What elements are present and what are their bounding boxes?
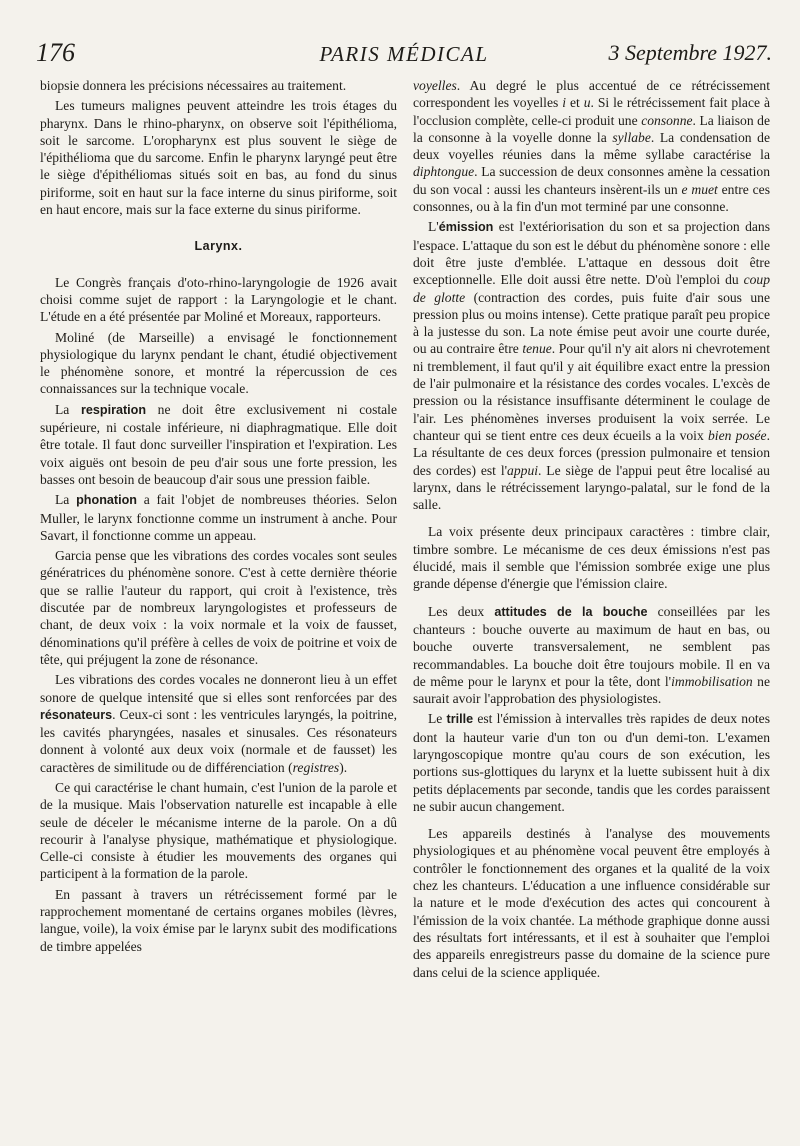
text: ne doit être exclusivement ni costale supérieure, ni costale inférieure, ni diaphragmatique. Elle doit être totale. Il faut donc surveiller l'inspiration et l'expiration. Les voix aiguës ont besoin de peu d'air sous une forte pression, les basses ont besoin de beaucoup d'air sous une pression faible. bbox=[40, 401, 397, 487]
paragraph: Les appareils destinés à l'analyse des mouvements physiologiques et au phénomène vocal peuvent être employés à contrôler le fonctionnement des organes et la qualité de la voix chez les chanteurs. L'éducation a une influence considérable sur la nature et le mode d'exécution des actes qui concourent à l'émission de la voix chantée. La méthode graphique donne aussi des résultats fort intéressants, et il est à souhaiter que l'emploi des appareils enregistreurs passe du domaine de la science pure dans celui de la science appliquée. bbox=[413, 826, 770, 980]
page-number: 176 bbox=[36, 38, 75, 67]
text: . Le siège de l'appui peut être localisé au larynx, dans le rétrécissement laryngo-palatal, sur le fond de la salle. bbox=[413, 462, 770, 513]
emphasis: e muet bbox=[681, 181, 718, 197]
text: ). bbox=[339, 759, 348, 775]
text: est l'extériorisation du son et sa projection dans l'espace. L'attaque du son est le début du phénomène sonore : elle doit être juste d'emblée. L'attaque en dessous doit être exceptionnelle. Elle doit aussi être nette. D'où l'emploi du bbox=[413, 219, 770, 288]
text: . Au degré le plus accentué de ce rétrécissement correspondent les voyelles bbox=[413, 78, 770, 111]
paragraph: La voix présente deux principaux caractères : timbre clair, timbre sombre. Le mécanisme de ces deux émissions n'est pas élucidé, mais il semble que l'émission sombrée exige une plus grande dépense d'énergie que l'émission claire. bbox=[413, 524, 770, 592]
right-column bbox=[413, 77, 770, 984]
text: . La liaison de la consonne à la voyelle donne la bbox=[413, 112, 770, 145]
paragraph bbox=[413, 218, 770, 513]
paragraph: Moliné (de Marseille) a envisagé le fonctionnement physiologique du larynx pendant le chant, étudié objectivement le phénomène sonore, et montré la répercussion de ces connaissances sur la technique vocale. bbox=[40, 329, 397, 397]
keyword: respiration bbox=[80, 402, 147, 417]
emphasis: registres bbox=[292, 759, 340, 775]
paragraph: Ce qui caractérise le chant humain, c'est l'union de la parole et de la musique. Mais l'observation naturelle est incapable à elle seule de déceler le mécanisme interne de la parole. On a dû recourir à l'analyse physique, mathématique et physiologique. Celle-ci consiste à étudier les mouvements des organes qui participent à la formation de la parole. bbox=[40, 779, 397, 882]
text: . La succession de deux consonnes amène la cessation du son vocal : aussi les chanteurs insèrent-ils un bbox=[413, 164, 770, 197]
text: Le bbox=[428, 711, 447, 727]
keyword: phonation bbox=[76, 493, 137, 508]
text: entre ces consonnes, ou à la fin d'un mot terminé par une consonne. bbox=[413, 181, 770, 215]
emphasis: u bbox=[583, 95, 591, 111]
paragraph bbox=[413, 77, 770, 215]
text: ne saurait avoir l'approbation des physiologistes. bbox=[413, 673, 771, 707]
paragraph: En passant à travers un rétrécissement formé par le rapprochement momentané de certains organes mobiles (lèvres, langue, voile), la voix émise par le larynx subit des modifications de timbre appelées bbox=[40, 886, 397, 954]
text: . La résultante de ces deux forces (pression pulmonaire et tension des cordes) est l' bbox=[413, 427, 771, 478]
keyword: émission bbox=[438, 220, 494, 235]
issue-date: 3 Septembre 1927. bbox=[608, 40, 772, 65]
section-heading: Larynx. bbox=[194, 239, 243, 254]
paragraph: Garcia pense que les vibrations des cordes vocales sont seules génératrices du phénomène sonore. C'est à cette dernière théorie que se rallie l'auteur du rapport, qui croit à l'existence, très discutée par de nombreux laryngologistes et professeurs de chant, de deux voix : la voix normale et la voix de fausset, dénominations qu'il préfère à celles de voix de poitrine et voix de tête, qui préjugent la zone de résonance. bbox=[40, 548, 397, 667]
text: Les vibrations des cordes vocales ne donneront lieu à un effet sonore de quelque intensité que si elles sont renforcées par des bbox=[40, 672, 397, 705]
text: (contraction des cordes, puis fuite d'air sous une pression plus ou moins intense). Cette pratique paraît peu propice à la justesse du son. La note émise peut avoir une courte durée, ou au contraire être bbox=[413, 289, 770, 357]
paragraph bbox=[413, 710, 770, 815]
text: est l'émission à intervalles très rapides de deux notes dont la hauteur varie d'un ton ou d'un demi-ton. L'examen laryngoscopique montre qu'au cours de son exécution, les portions sus-glottiques du larynx et la luette subissent huit à dix petits déplacements par seconde, tandis que les cordes paraissent ne subir aucun changement. bbox=[413, 711, 770, 814]
emphasis: coup de glotte bbox=[413, 272, 770, 305]
page-header bbox=[36, 38, 772, 72]
emphasis: tenue bbox=[522, 341, 552, 357]
emphasis: diphtongue bbox=[413, 164, 475, 180]
text: Les deux bbox=[428, 603, 495, 619]
text: . Si le rétrécissement fait place à l'occlusion complète, celle-ci produit une bbox=[413, 95, 770, 128]
text: . Ceux-ci sont : les ventricules laryngés, la poitrine, les cavités pharyngées, nasales et sinusales. Ces résonateurs donnent à volonté aux deux voix (normale et de fausset) les caractères de similitude ou de différenciation ( bbox=[40, 706, 397, 775]
text: La bbox=[55, 492, 77, 508]
emphasis: immobilisation bbox=[671, 673, 753, 689]
emphasis: appui bbox=[507, 462, 539, 478]
emphasis: consonne bbox=[641, 112, 693, 128]
keyword: trille bbox=[446, 712, 474, 727]
emphasis: bien posée bbox=[708, 427, 767, 443]
paragraph: biopsie donnera les précisions nécessaires au traitement. bbox=[40, 78, 347, 93]
paragraph bbox=[40, 401, 397, 488]
emphasis: syllabe bbox=[612, 129, 651, 145]
paragraph bbox=[40, 491, 397, 544]
keyword: attitudes de la bouche bbox=[494, 604, 648, 619]
keyword: résonateurs bbox=[40, 707, 113, 722]
journal-title: PARIS MÉDICAL bbox=[319, 42, 489, 66]
emphasis: i bbox=[562, 95, 567, 111]
emphasis: voyelles bbox=[413, 78, 457, 93]
text: et bbox=[566, 95, 584, 111]
paragraph: Le Congrès français d'oto-rhino-laryngologie de 1926 avait choisi comme sujet de rapport : la Laryngologie et le chant. L'étude en a été présentée par Moliné et Moreaux, rapporteurs. bbox=[40, 274, 397, 325]
text: L' bbox=[428, 219, 439, 235]
paragraph bbox=[413, 603, 770, 708]
paragraph bbox=[40, 671, 397, 776]
text: . Pour qu'il n'y ait alors ni chevrotement ni tremblement, il faut qu'il y ait équilibre exact entre la pression de l'air pulmonaire et la résistance des cordes vocales. L'excès de pression ou la résistance insuffisante déterminent le coulage de l'air. Les phénomènes inverses produisent la voix serrée. Le chanteur qui se tient entre ces deux écueils a la voix bbox=[413, 341, 770, 443]
left-column bbox=[40, 77, 397, 958]
paragraph: Les tumeurs malignes peuvent atteindre les trois étages du pharynx. Dans le rhino-pharynx, on observe soit l'épithélioma, soit le sarcome. L'oropharynx est plus souvent le siège de l'épithélioma que du sarcome. Enfin le pharynx laryngé peut être le siège d'épithéliomas situés soit en bas, au fond du sinus piriforme, soit en haut sur la face interne du sinus piriforme, soit en haut encore, mais sur la face externe du sinus piriforme. bbox=[40, 98, 397, 218]
text: a fait l'objet de nombreuses théories. Selon Muller, le larynx fonctionne comme un instrument à anche. Pour Savart, il fonctionne comme un appeau. bbox=[40, 492, 397, 543]
text: conseillées par les chanteurs : bouche ouverte au maximum de haut en bas, ou bouche ouverte transversalement, ne semblent pas recommandables. La bouche doit être toujours mobile. Il en va de même pour le larynx et pour la tête, dont l' bbox=[413, 603, 770, 689]
text: . La condensation de deux voyelles réunies dans la même syllabe caractérise la bbox=[413, 129, 770, 163]
text: La bbox=[55, 401, 81, 417]
